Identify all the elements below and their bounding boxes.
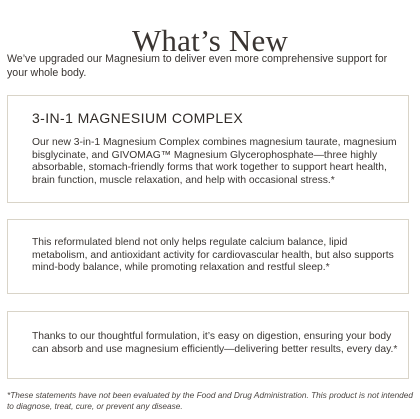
feature-card-magnesium-complex	[7, 95, 409, 203]
page-title: What’s New	[131, 22, 289, 58]
feature-card-reformulated-blend	[7, 219, 409, 294]
card-body: This reformulated blend not only helps regulate calcium balance, lipid metabolism, and antioxidant activity for cardiovascular health, but also supports mind-body balance, while promoting relaxation and restful sleep.*	[32, 237, 394, 274]
card-body: Thanks to our thoughtful formulation, it’s easy on digestion, ensuring your body can absorb and use magnesium efficiently—delivering better results, every day.*	[32, 331, 398, 355]
card-body: Our new 3-in-1 Magnesium Complex combines magnesium taurate, magnesium bisglycinate, and GIVOMAG™ Magnesium Glycerophosphate—three highly absorbable, stomach-friendly forms that work together to support heart health, brain function, muscle relaxation, and help with occasional stress.*	[32, 137, 397, 186]
fda-disclaimer: *These statements have not been evaluated by the Food and Drug Administration. This product is not intended to diagnose, treat, cure, or prevent any disease.	[7, 390, 414, 411]
feature-card-digestion	[7, 311, 409, 379]
intro-text: We’ve upgraded our Magnesium to deliver even more comprehensive support for your whole body.	[7, 53, 388, 79]
card-heading: 3-IN-1 MAGNESIUM COMPLEX	[32, 110, 244, 126]
